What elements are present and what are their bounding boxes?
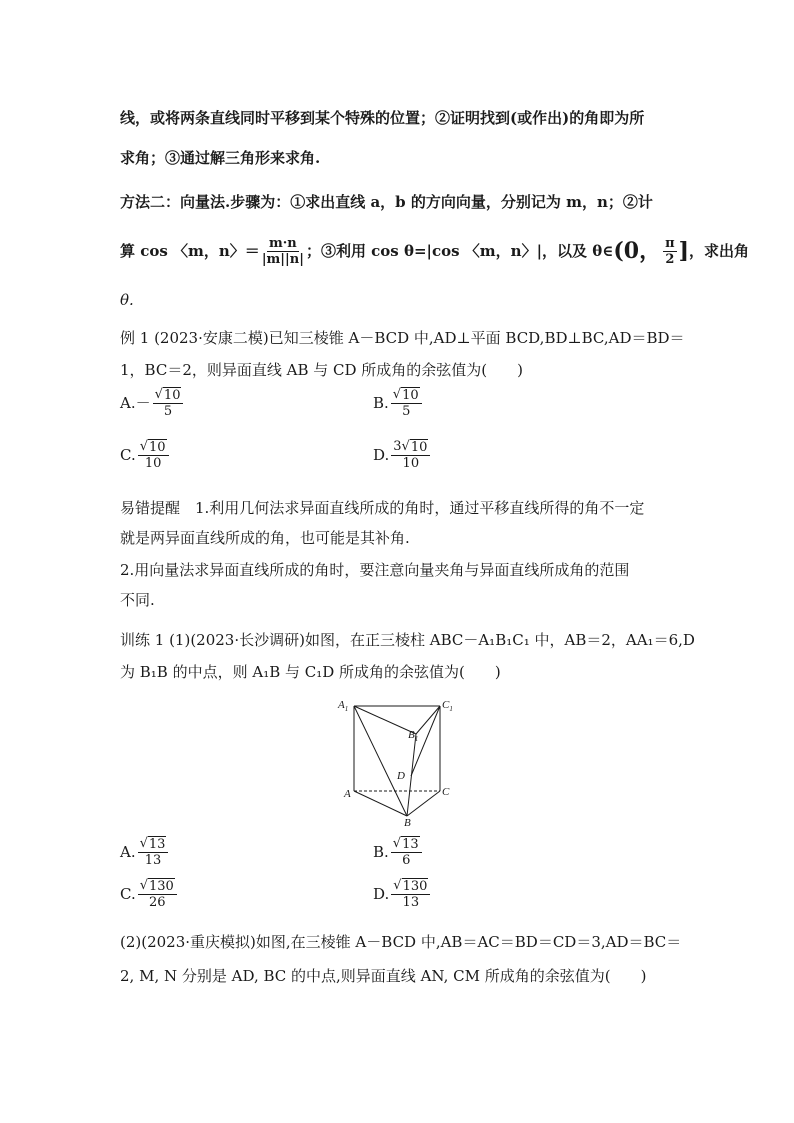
option-radicand: 10 (149, 440, 166, 455)
method2-text-line3: θ. (120, 291, 134, 309)
example1-option-d[interactable] (373, 439, 432, 471)
option-numerator: 3 √ 10 (391, 439, 430, 456)
option-denominator: 5 (163, 404, 173, 419)
prism-figure (334, 696, 458, 826)
option-label: A. (120, 843, 136, 861)
pi-numerator: π (665, 235, 675, 251)
option-numerator: √ 10 (153, 387, 184, 404)
label-b: B (404, 817, 411, 826)
option-label: A. (120, 394, 136, 412)
option-radicand: 10 (402, 388, 419, 403)
option-denominator: 5 (402, 404, 411, 419)
tip-text-line2: 就是两异面直线所成的角，也可能是其补角. (120, 529, 410, 547)
example1-option-b[interactable] (373, 387, 424, 419)
option-label: C. (120, 446, 136, 464)
option-fraction (138, 878, 177, 910)
method2-formula-prefix: 算 cos 〈m，n〉＝ (120, 242, 260, 260)
option-denominator: 13 (144, 853, 162, 868)
label-a: A (344, 788, 351, 800)
training1-option-b[interactable] (373, 836, 424, 868)
segment-a1-b (354, 706, 407, 816)
option-fraction (138, 836, 169, 868)
training1-text-line1: 训练 1 (1)(2023·长沙调研)如图，在正三棱柱 ABC－A₁B₁C₁ 中，AB＝2，AA₁＝6,D (120, 631, 695, 649)
edge-c1-b1 (416, 706, 440, 734)
example1-text-line1: 例 1 (2023·安康二模)已知三棱锥 A－BCD 中,AD⊥平面 BCD,BD⊥BC,AD＝BD＝ (120, 329, 685, 347)
option-fraction (391, 878, 430, 910)
method1-text-line1: 线，或将两条直线同时平移到某个特殊的位置；②证明找到(或作出)的角即为所 (120, 109, 645, 127)
option-denominator: 10 (402, 456, 420, 471)
option-radicand: 10 (163, 388, 181, 403)
option-fraction (391, 439, 430, 471)
option-radicand: 130 (149, 879, 174, 894)
edge-a1-b1 (354, 706, 416, 734)
option-radicand: 13 (148, 837, 166, 852)
tip-text-line3: 2.用向量法求异面直线所成的角时，要注意向量夹角与异面直线所成角的范围 (120, 561, 630, 579)
interval-right: ] (678, 238, 690, 264)
training1-part2-line1: (2)(2023·重庆模拟)如图,在三棱锥 A－BCD 中,AB＝AC＝BD＝CD＝3,AD＝BC＝ (120, 933, 682, 951)
option-denominator: 6 (402, 853, 411, 868)
method2-formula-suffix: ，求出角 (689, 242, 750, 260)
option-fraction (138, 439, 169, 471)
interval-left: (0， (613, 238, 662, 264)
cos-fraction-numerator: m·n (269, 235, 297, 251)
option-label: C. (120, 885, 136, 903)
label-b1: $B_1$ (408, 729, 419, 743)
option-radicand: 130 (402, 879, 428, 894)
training1-part2-line2: 2, M, N 分别是 AD, BC 的中点,则异面直线 AN, CM 所成角的余弦值为( ) (120, 967, 647, 985)
option-coefficient: 3 (393, 439, 402, 454)
label-c: C (442, 786, 450, 798)
option-numerator: √ 10 (391, 387, 422, 404)
edge-c-b (407, 791, 440, 816)
training1-option-c[interactable] (120, 878, 179, 910)
option-label: B. (373, 394, 389, 412)
example1-option-c[interactable] (120, 439, 171, 471)
tip-text-line1: 易错提醒 1.利用几何法求异面直线所成的角时，通过平移直线所得的角不一定 (120, 499, 645, 517)
option-fraction (391, 387, 422, 419)
option-label: D. (373, 446, 390, 464)
option-numerator: √ 13 (138, 836, 169, 853)
option-label: B. (373, 843, 389, 861)
option-numerator: √ 130 (391, 878, 430, 895)
option-numerator: √ 13 (391, 836, 422, 853)
option-radicand: 13 (402, 837, 419, 852)
option-fraction (391, 836, 422, 868)
example1-option-a[interactable] (120, 387, 185, 419)
method2-formula-middle: ；③利用 cos θ=|cos 〈m，n〉|，以及 θ∈ (305, 242, 614, 260)
option-denominator: 10 (144, 456, 162, 471)
cos-fraction (262, 236, 304, 267)
training1-option-d[interactable] (373, 878, 432, 910)
label-c1: $C_1$ (442, 699, 453, 713)
pi-denominator: 2 (665, 251, 675, 267)
option-numerator: √ 130 (138, 878, 177, 895)
option-denominator: 13 (402, 895, 420, 910)
cos-fraction-denominator: |m||n| (261, 251, 304, 267)
option-numerator: √ 10 (138, 439, 169, 456)
option-sign: － (135, 394, 151, 412)
method1-text-line2: 求角；③通过解三角形来求角. (120, 149, 321, 167)
option-radicand: 10 (410, 440, 428, 455)
training1-option-a[interactable] (120, 836, 170, 868)
training1-text-line2: 为 B₁B 的中点，则 A₁B 与 C₁D 所成角的余弦值为( ) (120, 663, 501, 681)
tip-text-line4: 不同. (120, 591, 155, 609)
pi-half-fraction (663, 236, 677, 267)
label-a1: $A_1$ (338, 699, 349, 713)
edge-a-b (354, 791, 407, 816)
method2-text-line1: 方法二：向量法.步骤为：①求出直线 a，b 的方向向量，分别记为 m，n；②计 (120, 193, 653, 211)
option-fraction (153, 387, 184, 419)
example1-text-line2: 1，BC＝2，则异面直线 AB 与 CD 所成角的余弦值为( ) (120, 361, 524, 379)
option-denominator: 26 (149, 895, 166, 910)
option-label: D. (373, 885, 390, 903)
label-d: D (397, 770, 405, 782)
method2-formula-line (120, 232, 749, 270)
